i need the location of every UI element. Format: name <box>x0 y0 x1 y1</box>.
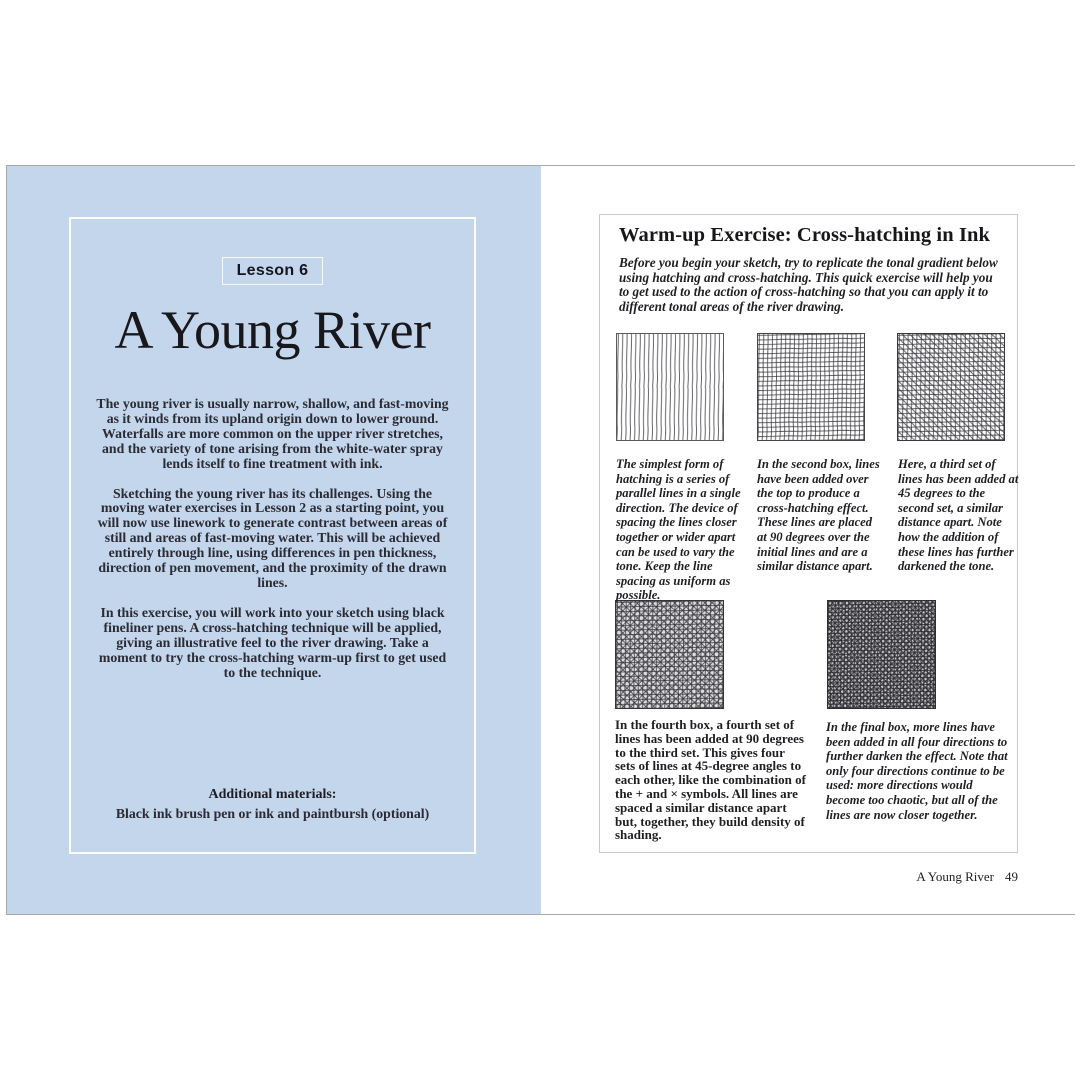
materials-label: Additional materials: <box>208 787 337 802</box>
hatch-sample-four-direction <box>615 600 724 709</box>
spread-frame <box>6 165 1075 915</box>
hatch-sample-two-direction <box>757 333 865 441</box>
lesson-title: A Young River <box>114 300 431 360</box>
exercise-box <box>599 214 1018 853</box>
hatch-caption-3: Here, a third set of lines has been added at 45 degrees to the second set, a similar distance apart. Note how the addition of these lines has further darkened the tone. <box>898 457 1019 574</box>
left-page <box>7 166 541 914</box>
lesson-paragraph: The young river is usually narrow, shallow, and fast-moving as it winds from its upland origin down to lower ground. Waterfalls are more common on the upper river stretches, and the variety of tone arising from the white-water spray lends itself to fine treatment with ink. <box>96 396 449 471</box>
hatch-sample-single-direction <box>616 333 724 441</box>
hatch-caption-1: The simplest form of hatching is a series of parallel lines in a single direction. The device of spacing the lines closer together or wider apart can be used to vary the tone. Keep the line spacing as uniform as possible. <box>616 457 741 603</box>
lesson-paragraph: In this exercise, you will work into your sketch using black fineliner pens. A cross-hatching technique will be applied, giving an illustrative feel to the river drawing. Take a moment to try the cross-hatching warm-up first to get used to the technique. <box>98 604 447 680</box>
page-footer <box>916 869 1018 885</box>
exercise-heading: Warm-up Exercise: Cross-hatching in Ink <box>619 224 991 246</box>
page-number: 49 <box>1005 869 1018 884</box>
hatch-caption-2: In the second box, lines have been added over the top to produce a cross-hatching effect. These lines are placed at 90 degrees over the initial lines and are a similar distance apart. <box>757 457 880 574</box>
running-title: A Young River <box>916 869 994 884</box>
materials-text: Black ink brush pen or ink and paintbursh (optional) <box>115 806 430 821</box>
right-page <box>541 166 1076 914</box>
additional-materials <box>71 787 474 822</box>
lesson-paragraph: Sketching the young river has its challenges. Using the moving water exercises in Lesson 2 as a starting point, you will now use linework to generate contrast between areas of still and areas of fast-moving water. This will be achieved entirely through line, using differences in pen thickness, direction of pen movement, and the proximity of the drawn lines. <box>97 485 448 590</box>
exercise-intro: Before you begin your sketch, try to replicate the tonal gradient below using hatching and cross-hatching. This quick exercise will help you to get used to the action of cross-hatching so that you can apply it to different tonal areas of the river drawing. <box>619 255 998 314</box>
hatch-sample-three-direction <box>897 333 1005 441</box>
lesson-badge: Lesson 6 <box>222 257 324 285</box>
hatch-caption-4: In the fourth box, a fourth set of lines has been added at 90 degrees to the third set. This gives four sets of lines at 45-degree angles to each other, like the combination of the + and × symbols. All lines are spaced a similar distance apart but, together, they build density of shading. <box>615 717 806 843</box>
lesson-frame <box>69 217 476 854</box>
hatch-sample-dense-four-direction <box>827 600 936 709</box>
hatch-caption-5: In the final box, more lines have been added in all four directions to further darken the effect. Note that only four directions continue to be used: more directions would become too chaotic, but all of the lines are now closer together. <box>826 720 1008 822</box>
